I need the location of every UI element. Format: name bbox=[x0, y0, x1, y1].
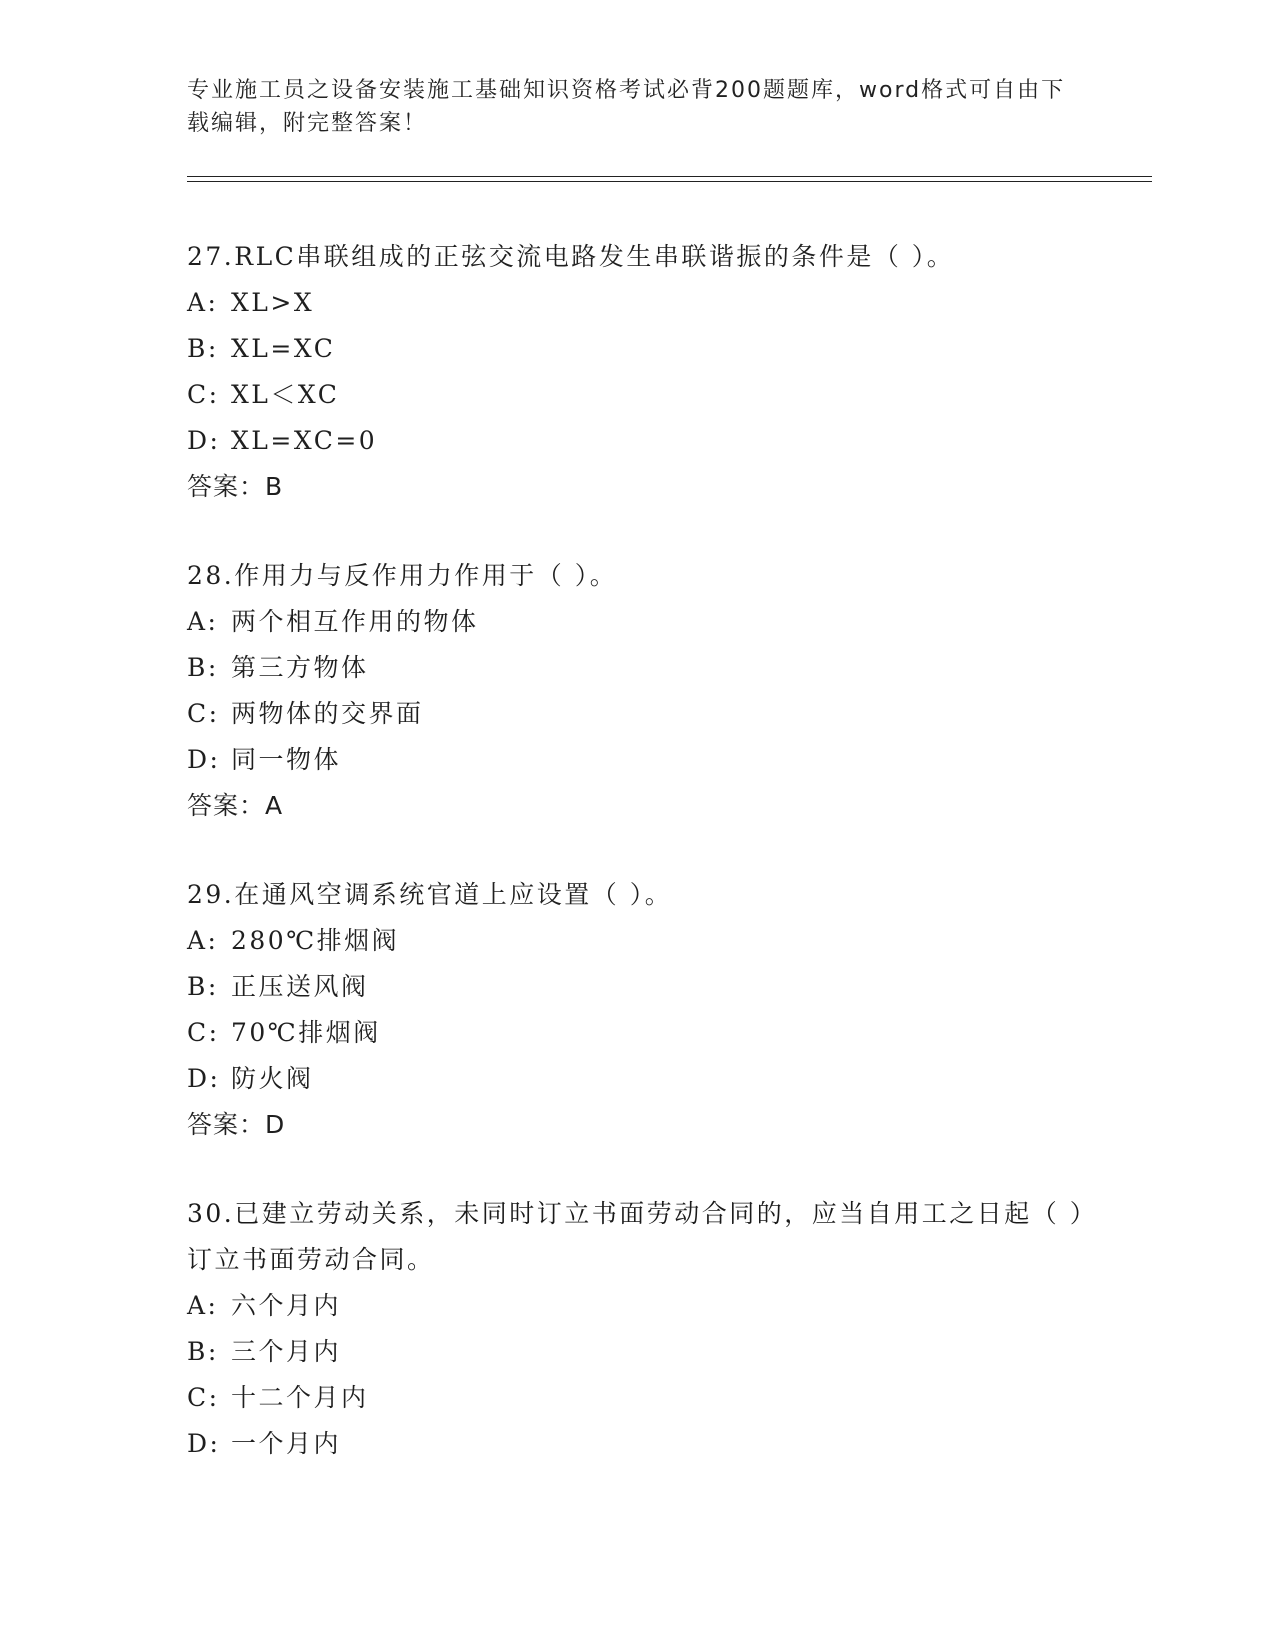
option-b bbox=[187, 964, 1087, 1010]
option-text: 两物体的交界面 bbox=[231, 699, 424, 728]
option-key: A: bbox=[187, 288, 219, 317]
option-b bbox=[187, 645, 1087, 691]
option-text: 同一物体 bbox=[231, 745, 342, 774]
option-text: 三个月内 bbox=[231, 1337, 342, 1366]
answer-line: 答案：B bbox=[187, 472, 284, 501]
option-text: 280℃排烟阀 bbox=[231, 926, 400, 955]
option-text: XL＜XC bbox=[231, 380, 340, 409]
option-key: B: bbox=[187, 334, 219, 363]
option-text: 一个月内 bbox=[231, 1429, 342, 1458]
question-stem: 27.RLC串联组成的正弦交流电路发生串联谐振的条件是（ ）。 bbox=[187, 242, 955, 271]
option-a bbox=[187, 1283, 1087, 1329]
option-c bbox=[187, 372, 1087, 418]
question-28 bbox=[187, 553, 1087, 829]
option-text: 十二个月内 bbox=[231, 1383, 369, 1412]
option-key: D: bbox=[187, 745, 221, 774]
question-29 bbox=[187, 872, 1087, 1148]
option-text: 两个相互作用的物体 bbox=[231, 607, 479, 636]
option-key: B: bbox=[187, 653, 219, 682]
option-key: B: bbox=[187, 972, 219, 1001]
option-text: 六个月内 bbox=[231, 1291, 342, 1320]
question-stem: 29.在通风空调系统官道上应设置（ ）。 bbox=[187, 880, 673, 909]
option-a bbox=[187, 280, 1087, 326]
option-key: B: bbox=[187, 1337, 219, 1366]
header-rule-top bbox=[187, 176, 1152, 177]
option-c bbox=[187, 1010, 1087, 1056]
option-text: 防火阀 bbox=[231, 1064, 314, 1093]
answer-line: 答案：A bbox=[187, 791, 284, 820]
option-key: C: bbox=[187, 699, 220, 728]
option-b bbox=[187, 326, 1087, 372]
option-key: D: bbox=[187, 1064, 221, 1093]
answer-line: 答案：D bbox=[187, 1110, 286, 1139]
document-header: 专业施工员之设备安装施工基础知识资格考试必背200题题库，word格式可自由下载编辑，附完整答案！ bbox=[187, 78, 1066, 136]
option-text: 第三方物体 bbox=[231, 653, 369, 682]
option-c bbox=[187, 1375, 1087, 1421]
option-a bbox=[187, 599, 1087, 645]
question-27 bbox=[187, 234, 1087, 510]
option-key: D: bbox=[187, 1429, 221, 1458]
option-key: A: bbox=[187, 607, 219, 636]
option-text: XL>X bbox=[231, 288, 315, 317]
header-rule-bottom bbox=[187, 181, 1152, 182]
option-text: 70℃排烟阀 bbox=[231, 1018, 381, 1047]
option-key: C: bbox=[187, 1018, 220, 1047]
option-text: 正压送风阀 bbox=[231, 972, 369, 1001]
question-stem: 28.作用力与反作用力作用于（ ）。 bbox=[187, 561, 618, 590]
option-d bbox=[187, 737, 1087, 783]
option-d bbox=[187, 1056, 1087, 1102]
option-a bbox=[187, 918, 1087, 964]
option-b bbox=[187, 1329, 1087, 1375]
option-d bbox=[187, 1421, 1087, 1467]
option-text: XL=XC bbox=[231, 334, 336, 363]
option-key: D: bbox=[187, 426, 221, 455]
option-key: A: bbox=[187, 926, 219, 955]
option-d bbox=[187, 418, 1087, 464]
option-key: A: bbox=[187, 1291, 219, 1320]
option-text: XL=XC=0 bbox=[231, 426, 378, 455]
option-key: C: bbox=[187, 1383, 220, 1412]
option-c bbox=[187, 691, 1087, 737]
option-key: C: bbox=[187, 380, 220, 409]
question-30 bbox=[187, 1191, 1087, 1467]
question-stem: 30.已建立劳动关系，未同时订立书面劳动合同的，应当自用工之日起（ ）订立书面劳动合同。 bbox=[187, 1199, 1085, 1274]
